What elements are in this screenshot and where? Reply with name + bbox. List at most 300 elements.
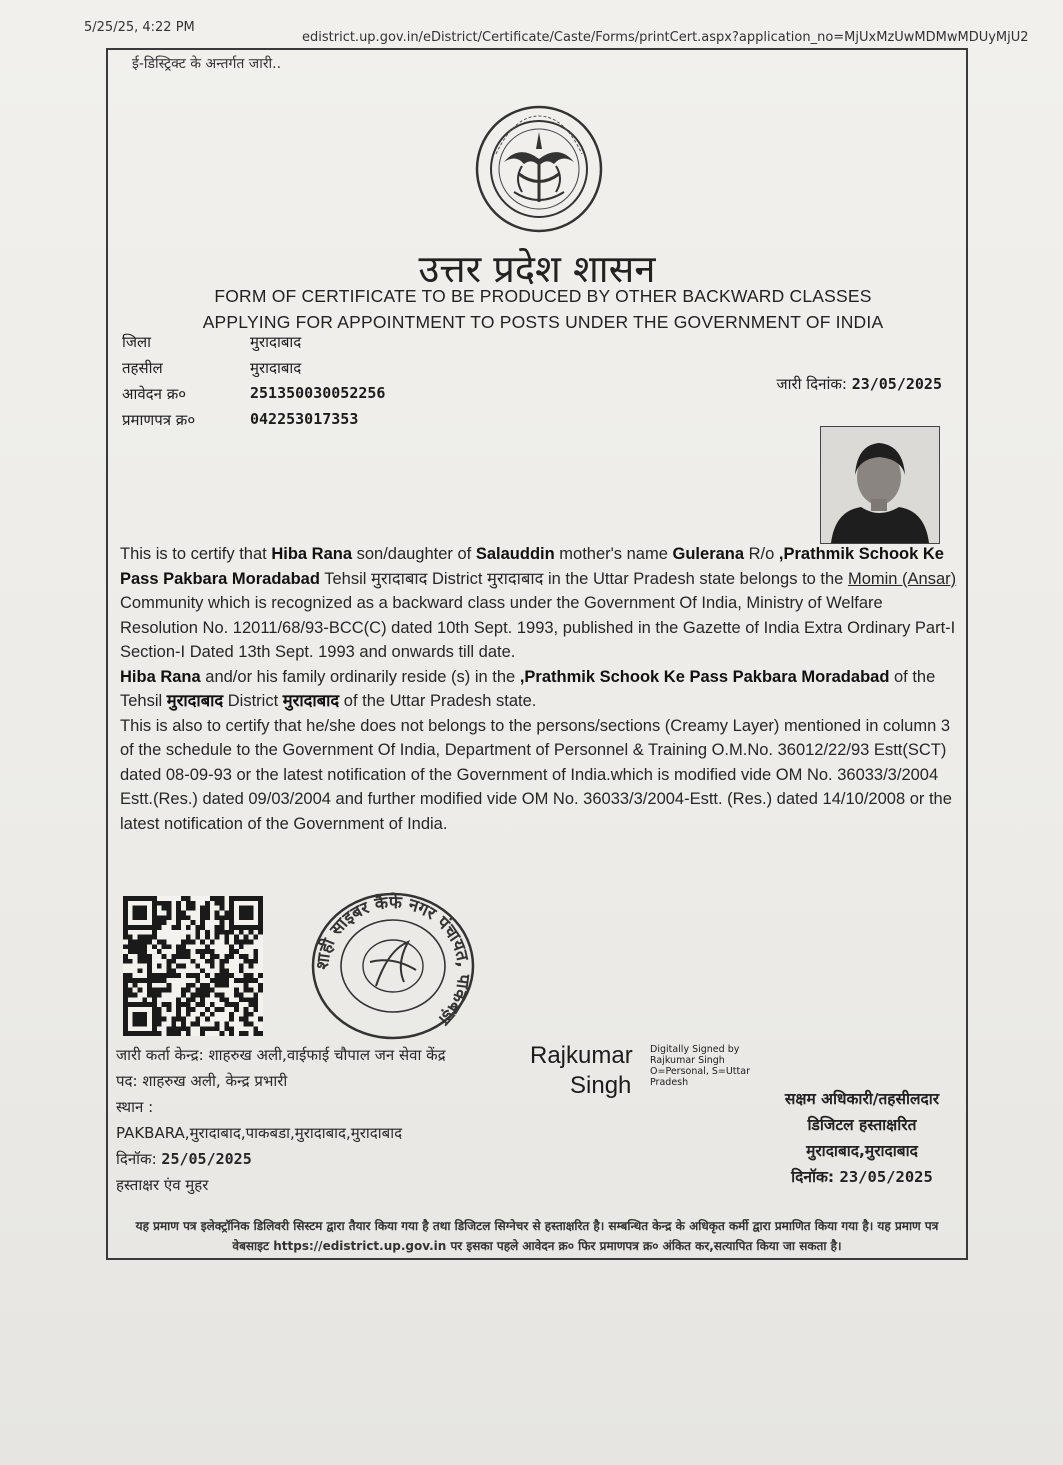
qr-module bbox=[133, 949, 138, 954]
qr-module bbox=[229, 949, 234, 954]
qr-module bbox=[128, 944, 133, 949]
qr-module bbox=[128, 973, 133, 978]
up-government-emblem-icon bbox=[474, 104, 604, 234]
qr-module bbox=[128, 978, 133, 983]
qr-module bbox=[162, 973, 167, 978]
qr-module bbox=[137, 959, 142, 964]
qr-module bbox=[229, 944, 234, 949]
qr-module bbox=[186, 1031, 191, 1036]
qr-module bbox=[234, 988, 239, 993]
qr-module bbox=[157, 949, 162, 954]
qr-module bbox=[205, 973, 210, 978]
qr-module bbox=[253, 978, 258, 983]
qr-module bbox=[162, 978, 167, 983]
qr-module bbox=[162, 939, 167, 944]
qr-module bbox=[210, 988, 215, 993]
qr-module bbox=[224, 939, 229, 944]
qr-module bbox=[215, 973, 220, 978]
qr-module bbox=[147, 983, 152, 988]
qr-module bbox=[123, 954, 128, 959]
print-datetime: 5/25/25, 4:22 PM bbox=[84, 20, 195, 35]
qr-module bbox=[253, 1002, 258, 1007]
qr-module bbox=[152, 993, 157, 998]
qr-module bbox=[128, 959, 133, 964]
qr-module bbox=[205, 930, 210, 935]
certificate-number: 042253017353 bbox=[250, 410, 359, 428]
qr-module bbox=[220, 901, 225, 906]
qr-module bbox=[123, 983, 128, 988]
qr-module bbox=[239, 993, 244, 998]
qr-module bbox=[171, 1022, 176, 1027]
qr-module bbox=[152, 930, 157, 935]
qr-module bbox=[128, 935, 133, 940]
qr-module bbox=[142, 959, 147, 964]
body-text: son/daughter of bbox=[356, 545, 472, 563]
qr-module bbox=[191, 901, 196, 906]
qr-module bbox=[186, 949, 191, 954]
qr-module bbox=[210, 939, 215, 944]
issuing-center bbox=[116, 1042, 446, 1068]
qr-module bbox=[123, 944, 128, 949]
qr-module bbox=[200, 983, 205, 988]
qr-module bbox=[181, 915, 186, 920]
signature-detail: Pradesh bbox=[650, 1077, 689, 1088]
qr-module bbox=[123, 935, 128, 940]
qr-module bbox=[191, 1007, 196, 1012]
qr-module bbox=[162, 1017, 167, 1022]
qr-module bbox=[234, 949, 239, 954]
qr-module bbox=[181, 944, 186, 949]
qr-module bbox=[157, 1017, 162, 1022]
qr-module bbox=[258, 930, 263, 935]
qr-module bbox=[162, 988, 167, 993]
applicant-photo bbox=[820, 426, 940, 544]
qr-module bbox=[137, 949, 142, 954]
qr-module bbox=[191, 997, 196, 1002]
qr-module bbox=[181, 954, 186, 959]
qr-module bbox=[191, 1022, 196, 1027]
qr-module bbox=[166, 964, 171, 969]
qr-module bbox=[133, 944, 138, 949]
qr-module bbox=[200, 968, 205, 973]
qr-module bbox=[200, 910, 205, 915]
qr-module bbox=[200, 1012, 205, 1017]
qr-module bbox=[244, 983, 249, 988]
qr-module bbox=[123, 973, 128, 978]
qr-module bbox=[239, 930, 244, 935]
qr-module bbox=[181, 964, 186, 969]
qr-module bbox=[229, 930, 234, 935]
qr-module bbox=[258, 973, 263, 978]
body-text: This is to certify that bbox=[120, 545, 267, 563]
issued-under-note: ई-डिस्ट्रिक्ट के अन्तर्गत जारी.. bbox=[132, 56, 282, 72]
qr-module bbox=[220, 906, 225, 911]
qr-module bbox=[157, 915, 162, 920]
qr-module bbox=[186, 954, 191, 959]
qr-module bbox=[224, 915, 229, 920]
qr-module bbox=[137, 944, 142, 949]
qr-module bbox=[176, 973, 181, 978]
qr-module bbox=[162, 920, 167, 925]
qr-module bbox=[224, 935, 229, 940]
qr-module bbox=[253, 935, 258, 940]
qr-module bbox=[186, 915, 191, 920]
tehsil-label: तहसील bbox=[122, 359, 163, 377]
qr-module bbox=[186, 906, 191, 911]
qr-module bbox=[215, 1022, 220, 1027]
qr-module bbox=[181, 1022, 186, 1027]
qr-module bbox=[186, 1026, 191, 1031]
qr-module bbox=[244, 1007, 249, 1012]
signature-detail: O=Personal, S=Uttar bbox=[650, 1066, 750, 1077]
qr-module bbox=[176, 925, 181, 930]
qr-module bbox=[157, 1031, 162, 1036]
qr-module bbox=[249, 959, 254, 964]
form-title-line1: FORM OF CERTIFICATE TO BE PRODUCED BY OTHER BACKWARD CLASSES bbox=[214, 286, 872, 306]
qr-module bbox=[133, 939, 138, 944]
qr-module bbox=[186, 901, 191, 906]
qr-module bbox=[171, 925, 176, 930]
qr-module bbox=[195, 925, 200, 930]
qr-module bbox=[249, 1012, 254, 1017]
qr-module bbox=[224, 959, 229, 964]
seal-text: शाही साइबर कैफे नगर पंचायत, पाकबड़ा bbox=[312, 892, 474, 1029]
body-tehsil: मुरादाबाद bbox=[166, 692, 224, 710]
qr-module bbox=[137, 968, 142, 973]
qr-module bbox=[220, 915, 225, 920]
qr-module bbox=[249, 997, 254, 1002]
qr-module bbox=[166, 1026, 171, 1031]
qr-module bbox=[171, 968, 176, 973]
qr-module bbox=[220, 964, 225, 969]
qr-module bbox=[220, 920, 225, 925]
qr-module bbox=[181, 1026, 186, 1031]
qr-module bbox=[249, 964, 254, 969]
qr-module bbox=[166, 906, 171, 911]
qr-module bbox=[166, 910, 171, 915]
signature-details bbox=[650, 1044, 770, 1088]
qr-module bbox=[205, 1026, 210, 1031]
applicant-name: Hiba Rana bbox=[271, 545, 352, 563]
qr-module bbox=[200, 997, 205, 1002]
qr-module bbox=[249, 939, 254, 944]
qr-module bbox=[162, 1002, 167, 1007]
qr-module bbox=[205, 901, 210, 906]
qr-module bbox=[200, 993, 205, 998]
body-district: मुरादाबाद bbox=[487, 569, 544, 588]
officer-block bbox=[762, 1086, 962, 1190]
qr-module bbox=[176, 1002, 181, 1007]
qr-module bbox=[176, 915, 181, 920]
qr-module bbox=[157, 973, 162, 978]
qr-module bbox=[253, 1007, 258, 1012]
qr-module bbox=[157, 939, 162, 944]
body-tehsil: मुरादाबाद bbox=[371, 569, 428, 588]
qr-module bbox=[220, 997, 225, 1002]
qr-module bbox=[200, 1002, 205, 1007]
qr-module bbox=[123, 930, 128, 935]
qr-module bbox=[249, 988, 254, 993]
qr-module bbox=[123, 997, 128, 1002]
qr-module bbox=[205, 1007, 210, 1012]
qr-module bbox=[181, 896, 186, 901]
qr-module bbox=[166, 988, 171, 993]
qr-module bbox=[244, 1012, 249, 1017]
qr-module bbox=[137, 939, 142, 944]
qr-module bbox=[142, 978, 147, 983]
qr-module bbox=[205, 944, 210, 949]
qr-module bbox=[123, 993, 128, 998]
qr-module bbox=[224, 954, 229, 959]
qr-module bbox=[200, 988, 205, 993]
qr-module bbox=[152, 997, 157, 1002]
qr-module bbox=[220, 983, 225, 988]
qr-module bbox=[186, 988, 191, 993]
qr-module bbox=[195, 1022, 200, 1027]
qr-module bbox=[224, 1002, 229, 1007]
qr-module bbox=[157, 978, 162, 983]
qr-module bbox=[229, 1012, 234, 1017]
qr-module bbox=[157, 920, 162, 925]
qr-module bbox=[195, 930, 200, 935]
qr-module bbox=[239, 978, 244, 983]
qr-module bbox=[220, 1007, 225, 1012]
qr-module bbox=[244, 978, 249, 983]
certificate-frame bbox=[106, 48, 968, 1260]
qr-module bbox=[244, 1022, 249, 1027]
qr-module bbox=[191, 993, 196, 998]
qr-module bbox=[195, 978, 200, 983]
body-paragraph-2 bbox=[120, 665, 960, 714]
qr-module bbox=[191, 920, 196, 925]
qr-module bbox=[137, 978, 142, 983]
qr-module bbox=[176, 920, 181, 925]
qr-module bbox=[171, 973, 176, 978]
qr-module bbox=[186, 1012, 191, 1017]
government-title: उत्तर प्रदेश शासन bbox=[418, 247, 656, 291]
qr-module bbox=[162, 915, 167, 920]
qr-module bbox=[186, 983, 191, 988]
qr-module bbox=[210, 949, 215, 954]
community-name: Momin (Ansar) bbox=[847, 569, 957, 588]
qr-module bbox=[142, 944, 147, 949]
qr-module bbox=[224, 973, 229, 978]
qr-module bbox=[171, 1031, 176, 1036]
qr-module bbox=[224, 978, 229, 983]
qr-module bbox=[239, 1031, 244, 1036]
qr-module bbox=[147, 939, 152, 944]
qr-module bbox=[162, 954, 167, 959]
qr-module bbox=[166, 1002, 171, 1007]
qr-module bbox=[205, 988, 210, 993]
qr-module bbox=[220, 896, 225, 901]
father-name: Salauddin bbox=[475, 545, 555, 563]
qr-code-icon bbox=[122, 896, 264, 1036]
qr-module bbox=[157, 925, 162, 930]
qr-module bbox=[181, 949, 186, 954]
qr-module bbox=[171, 959, 176, 964]
qr-module bbox=[147, 968, 152, 973]
qr-module bbox=[195, 973, 200, 978]
qr-module bbox=[220, 925, 225, 930]
qr-module bbox=[128, 988, 133, 993]
qr-module bbox=[195, 1017, 200, 1022]
qr-module bbox=[249, 978, 254, 983]
qr-module bbox=[244, 939, 249, 944]
qr-module bbox=[191, 959, 196, 964]
qr-module bbox=[229, 1031, 234, 1036]
qr-module bbox=[142, 954, 147, 959]
body-text: District bbox=[227, 692, 279, 710]
qr-module bbox=[220, 1031, 225, 1036]
qr-module bbox=[133, 983, 138, 988]
qr-module bbox=[210, 1002, 215, 1007]
issuer-date-value: 25/05/2025 bbox=[161, 1150, 252, 1168]
post-value: शाहरुख अली, केन्द्र प्रभारी bbox=[142, 1072, 288, 1090]
qr-module bbox=[162, 944, 167, 949]
qr-module bbox=[253, 997, 258, 1002]
qr-module bbox=[195, 964, 200, 969]
issuer-block bbox=[116, 1042, 446, 1198]
qr-module bbox=[210, 964, 215, 969]
body-text: of the Uttar Pradesh state. bbox=[343, 692, 537, 710]
qr-module bbox=[200, 920, 205, 925]
qr-module bbox=[210, 978, 215, 983]
body-text: mother's name bbox=[559, 545, 668, 563]
qr-module bbox=[215, 978, 220, 983]
qr-module bbox=[186, 935, 191, 940]
qr-module bbox=[234, 978, 239, 983]
applicant-address: ,Prathmik Schook Ke Pass Pakbara Moradabad bbox=[120, 545, 944, 588]
qr-module bbox=[147, 978, 152, 983]
qr-module bbox=[215, 1007, 220, 1012]
qr-module bbox=[147, 964, 152, 969]
mother-name: Gulerana bbox=[672, 545, 745, 563]
qr-module bbox=[239, 964, 244, 969]
qr-module bbox=[186, 1002, 191, 1007]
qr-module bbox=[137, 935, 142, 940]
qr-module bbox=[229, 954, 234, 959]
qr-module bbox=[215, 925, 220, 930]
officer-location: मुरादाबाद,मुरादाबाद bbox=[806, 1142, 918, 1160]
qr-module bbox=[215, 930, 220, 935]
body-text: Tehsil bbox=[324, 569, 367, 588]
qr-module bbox=[244, 954, 249, 959]
print-url: edistrict.up.gov.in/eDistrict/Certificate/Caste/Forms/printCert.aspx?application_no=MjUxMzUwMDMwMDUyMjU2 bbox=[302, 30, 1029, 45]
qr-module bbox=[205, 935, 210, 940]
qr-module bbox=[191, 906, 196, 911]
qr-module bbox=[191, 973, 196, 978]
center-label: जारी कर्ता केन्द्र: bbox=[116, 1046, 204, 1064]
qr-module bbox=[152, 944, 157, 949]
officer-digital-signed: डिजिटल हस्ताक्षरित bbox=[807, 1116, 917, 1134]
body-text: of the Tehsil bbox=[120, 667, 936, 710]
qr-module bbox=[258, 988, 263, 993]
qr-module bbox=[157, 1007, 162, 1012]
qr-module bbox=[253, 1026, 258, 1031]
qr-module bbox=[157, 901, 162, 906]
qr-module bbox=[239, 1017, 244, 1022]
tehsil-value: मुरादाबाद bbox=[250, 359, 302, 377]
qr-module bbox=[176, 906, 181, 911]
qr-module bbox=[210, 954, 215, 959]
signer-last-name: Singh bbox=[570, 1072, 632, 1099]
qr-module bbox=[166, 1031, 171, 1036]
qr-module bbox=[147, 973, 152, 978]
qr-module bbox=[249, 1022, 254, 1027]
qr-module bbox=[147, 959, 152, 964]
qr-module bbox=[258, 1031, 263, 1036]
qr-module bbox=[186, 939, 191, 944]
qr-module bbox=[200, 939, 205, 944]
qr-module bbox=[253, 959, 258, 964]
qr-module bbox=[195, 993, 200, 998]
qr-module bbox=[176, 910, 181, 915]
body-paragraph-1 bbox=[120, 542, 960, 665]
qr-module bbox=[239, 954, 244, 959]
qr-module bbox=[229, 1017, 234, 1022]
qr-module bbox=[244, 1017, 249, 1022]
qr-module bbox=[162, 901, 167, 906]
qr-module bbox=[215, 983, 220, 988]
qr-module bbox=[205, 993, 210, 998]
issuer-date bbox=[116, 1146, 446, 1172]
qr-module bbox=[224, 930, 229, 935]
qr-module bbox=[128, 949, 133, 954]
qr-module bbox=[239, 997, 244, 1002]
qr-module bbox=[181, 910, 186, 915]
qr-module bbox=[205, 915, 210, 920]
body-district: मुरादाबाद bbox=[282, 692, 340, 710]
qr-module bbox=[195, 935, 200, 940]
issue-date-value: 23/05/2025 bbox=[851, 375, 942, 393]
qr-module bbox=[176, 1012, 181, 1017]
qr-module bbox=[215, 896, 220, 901]
qr-module bbox=[166, 901, 171, 906]
qr-module bbox=[253, 954, 258, 959]
qr-module bbox=[152, 973, 157, 978]
qr-module bbox=[142, 939, 147, 944]
body-text: Community which is recognized as a backward class under the Government Of India, Ministry of Welfare Resolution No. 12011/68/93-BCC(C) dated 10th Sept. 1993, published in the Gazette of India Extra Ordinary Part-I Section-I Dated 13th Sept. 1993 and onwards till date. bbox=[120, 594, 956, 661]
body-text: District bbox=[432, 569, 483, 588]
qr-module bbox=[195, 949, 200, 954]
qr-module bbox=[171, 1026, 176, 1031]
signature-detail: Digitally Signed by bbox=[650, 1044, 740, 1055]
qr-module bbox=[249, 930, 254, 935]
qr-module bbox=[152, 978, 157, 983]
qr-module bbox=[171, 954, 176, 959]
qr-module bbox=[205, 959, 210, 964]
qr-module bbox=[176, 1007, 181, 1012]
qr-module bbox=[186, 973, 191, 978]
qr-module bbox=[244, 959, 249, 964]
qr-module bbox=[166, 973, 171, 978]
officer-date bbox=[762, 1164, 962, 1190]
qr-module bbox=[229, 1026, 234, 1031]
qr-module bbox=[162, 906, 167, 911]
qr-module bbox=[186, 925, 191, 930]
qr-module bbox=[186, 997, 191, 1002]
qr-module bbox=[205, 983, 210, 988]
qr-module bbox=[128, 993, 133, 998]
qr-module bbox=[215, 993, 220, 998]
qr-module bbox=[186, 1007, 191, 1012]
qr-module bbox=[234, 1002, 239, 1007]
qr-module bbox=[147, 935, 152, 940]
place-label: स्थान : bbox=[116, 1098, 154, 1116]
verification-footer: यह प्रमाण पत्र इलेक्ट्रॉनिक डिलिवरी सिस्टम द्वारा तैयार किया गया है तथा डिजिटल सिग्नेचर से हस्ताक्षरित है। सम्बन्धित केन्द्र के अधिकृत कर्मी द्वारा प्रमाणित किया गया है। यह प्रमाण पत्र वेबसाइट https://edistrict.up.gov.in पर इसका पहले आवेदन क्र० फिर प्रमाणपत्र क्र० अंकित कर,सत्यापित किया जा सकता है। bbox=[135, 1219, 939, 1253]
qr-module bbox=[220, 973, 225, 978]
